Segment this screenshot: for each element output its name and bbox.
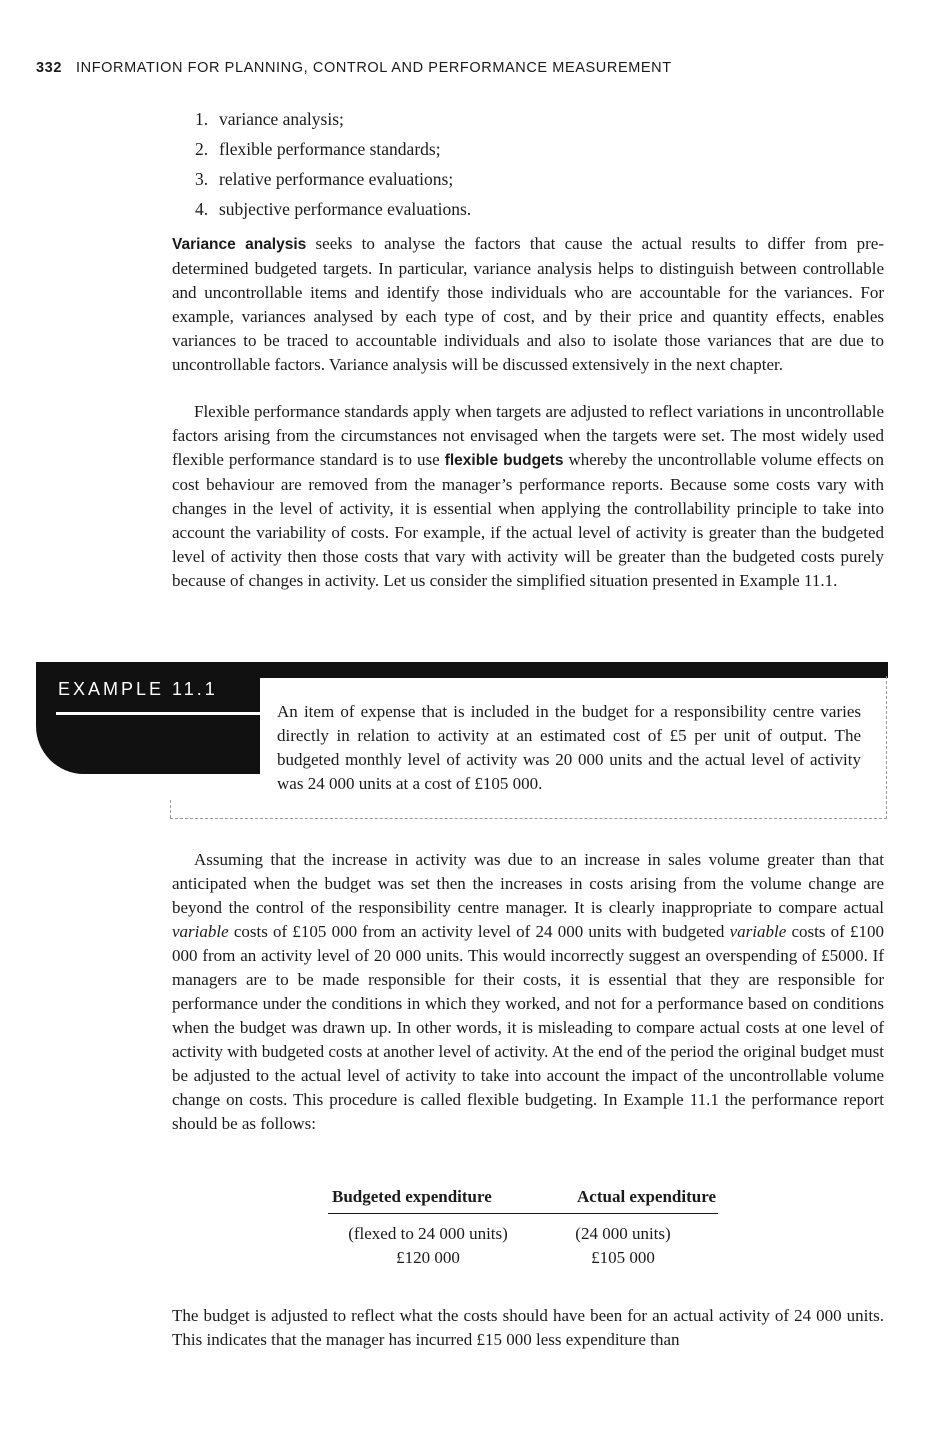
example-label: EXAMPLE 11.1: [58, 679, 218, 699]
term-variance-analysis: Variance analysis: [172, 236, 307, 253]
paragraph-conclusion: The budget is adjusted to reflect what the costs should have been for an actual activity of 24 000 units. This indicates that the manager has incurred £15 000 less expenditure than: [172, 1306, 884, 1349]
list-item-text: relative performance evaluations;: [219, 169, 454, 189]
page-number: 332: [36, 60, 62, 76]
list-item: [195, 104, 471, 134]
list-item: [195, 194, 471, 224]
list-item-number: 2.: [195, 139, 209, 159]
running-head: [36, 60, 672, 76]
term-flexible-budgets: flexible budgets: [444, 452, 564, 469]
emphasis-variable: variable: [172, 922, 229, 941]
paragraph-text: seeks to analyse the factors that cause the actual results to differ from pre-determined budgeted targets. In particular, variance analysis helps to distinguish between controllable and uncontrollable items and identify those individuals who are accountable for the variances. For example, variances analysed by each type of cost, and by their price and quantity effects, enables variances to be traced to accountable individuals and also to isolate those variances that are due to uncontrollable factors. Variance analysis will be discussed extensively in the next chapter.: [172, 234, 884, 374]
report-header-budgeted: Budgeted expenditure: [332, 1187, 492, 1206]
paragraph-text: Assuming that the increase in activity was due to an increase in sales volume greater than that anticipated when the budget was set then the increases in costs arising from the volume change are beyond the control of the responsibility centre manager. It is clearly inappropriate to compare actual: [172, 850, 884, 917]
paragraph-flexible-standards: [172, 400, 884, 593]
report-header-actual: Actual expenditure: [577, 1187, 716, 1206]
report-row: [328, 1246, 718, 1270]
example-frame-left: [170, 800, 171, 818]
paragraph-text: whereby the uncontrollable volume effects on cost behaviour are removed from the manager’s performance reports. Because some costs vary with changes in the level of activity, it is essential when applying the controllability principle to take into account the variability of costs. For example, if the actual level of activity is greater than the budgeted level of activity then those costs that vary with activity will be greater than the budgeted costs purely because of changes in activity. Let us consider the simplified situation presented in Example 11.1.: [172, 450, 885, 590]
paragraph-variance-analysis: [172, 232, 884, 377]
report-cell-budgeted-units: (flexed to 24 000 units): [348, 1224, 508, 1243]
paragraph-text: Flexible performance standards apply when targets are adjusted to reflect variations in uncontrollable factors arising from the circumstances not envisaged when the targets were set. The most widely used flexible performance standard is to use: [172, 402, 884, 469]
list-item: [195, 164, 471, 194]
report-cell-actual-units: (24 000 units): [575, 1224, 671, 1243]
list-item-number: 3.: [195, 169, 209, 189]
paragraph-flexible-budgeting: [172, 848, 884, 1136]
performance-report: [328, 1187, 722, 1270]
report-row: [328, 1222, 718, 1246]
paragraph-text: costs of £100 000 from an activity level of 20 000 units. This would incorrectly suggest an overspending of £5000. If managers are to be made responsible for their costs, it is essential that they are responsible for performance under the conditions in which they worked, and not for a performance based on conditions when the budget was drawn up. In other words, it is misleading to compare actual costs at one level of activity with budgeted costs at another level of activity. At the end of the period the original budget must be adjusted to the actual level of activity to take into account the impact of the uncontrollable volume change on costs. This procedure is called flexible budgeting. In Example 11.1 the performance report should be as follows:: [172, 922, 884, 1133]
methods-list: [195, 104, 471, 224]
list-item: [195, 134, 471, 164]
list-item-number: 1.: [195, 109, 209, 129]
list-item-text: variance analysis;: [219, 109, 344, 129]
report-cell-actual-amount: £105 000: [591, 1248, 655, 1267]
example-text: An item of expense that is included in the budget for a responsibility centre varies directly in relation to activity at an estimated cost of £5 per unit of output. The budgeted monthly level of activity was 20 000 units and the actual level of activity was 24 000 units at a cost of £105 000.: [277, 702, 861, 793]
running-title: INFORMATION FOR PLANNING, CONTROL AND PERFORMANCE MEASUREMENT: [76, 60, 672, 76]
list-item-number: 4.: [195, 199, 209, 219]
list-item-text: flexible performance standards;: [219, 139, 441, 159]
report-header-row: [328, 1187, 718, 1214]
paragraph-text: costs of £105 000 from an activity level of 24 000 units with budgeted: [228, 922, 730, 941]
emphasis-variable: variable: [729, 922, 787, 941]
list-item-text: subjective performance evaluations.: [219, 199, 472, 219]
report-cell-budgeted-amount: £120 000: [396, 1248, 460, 1267]
